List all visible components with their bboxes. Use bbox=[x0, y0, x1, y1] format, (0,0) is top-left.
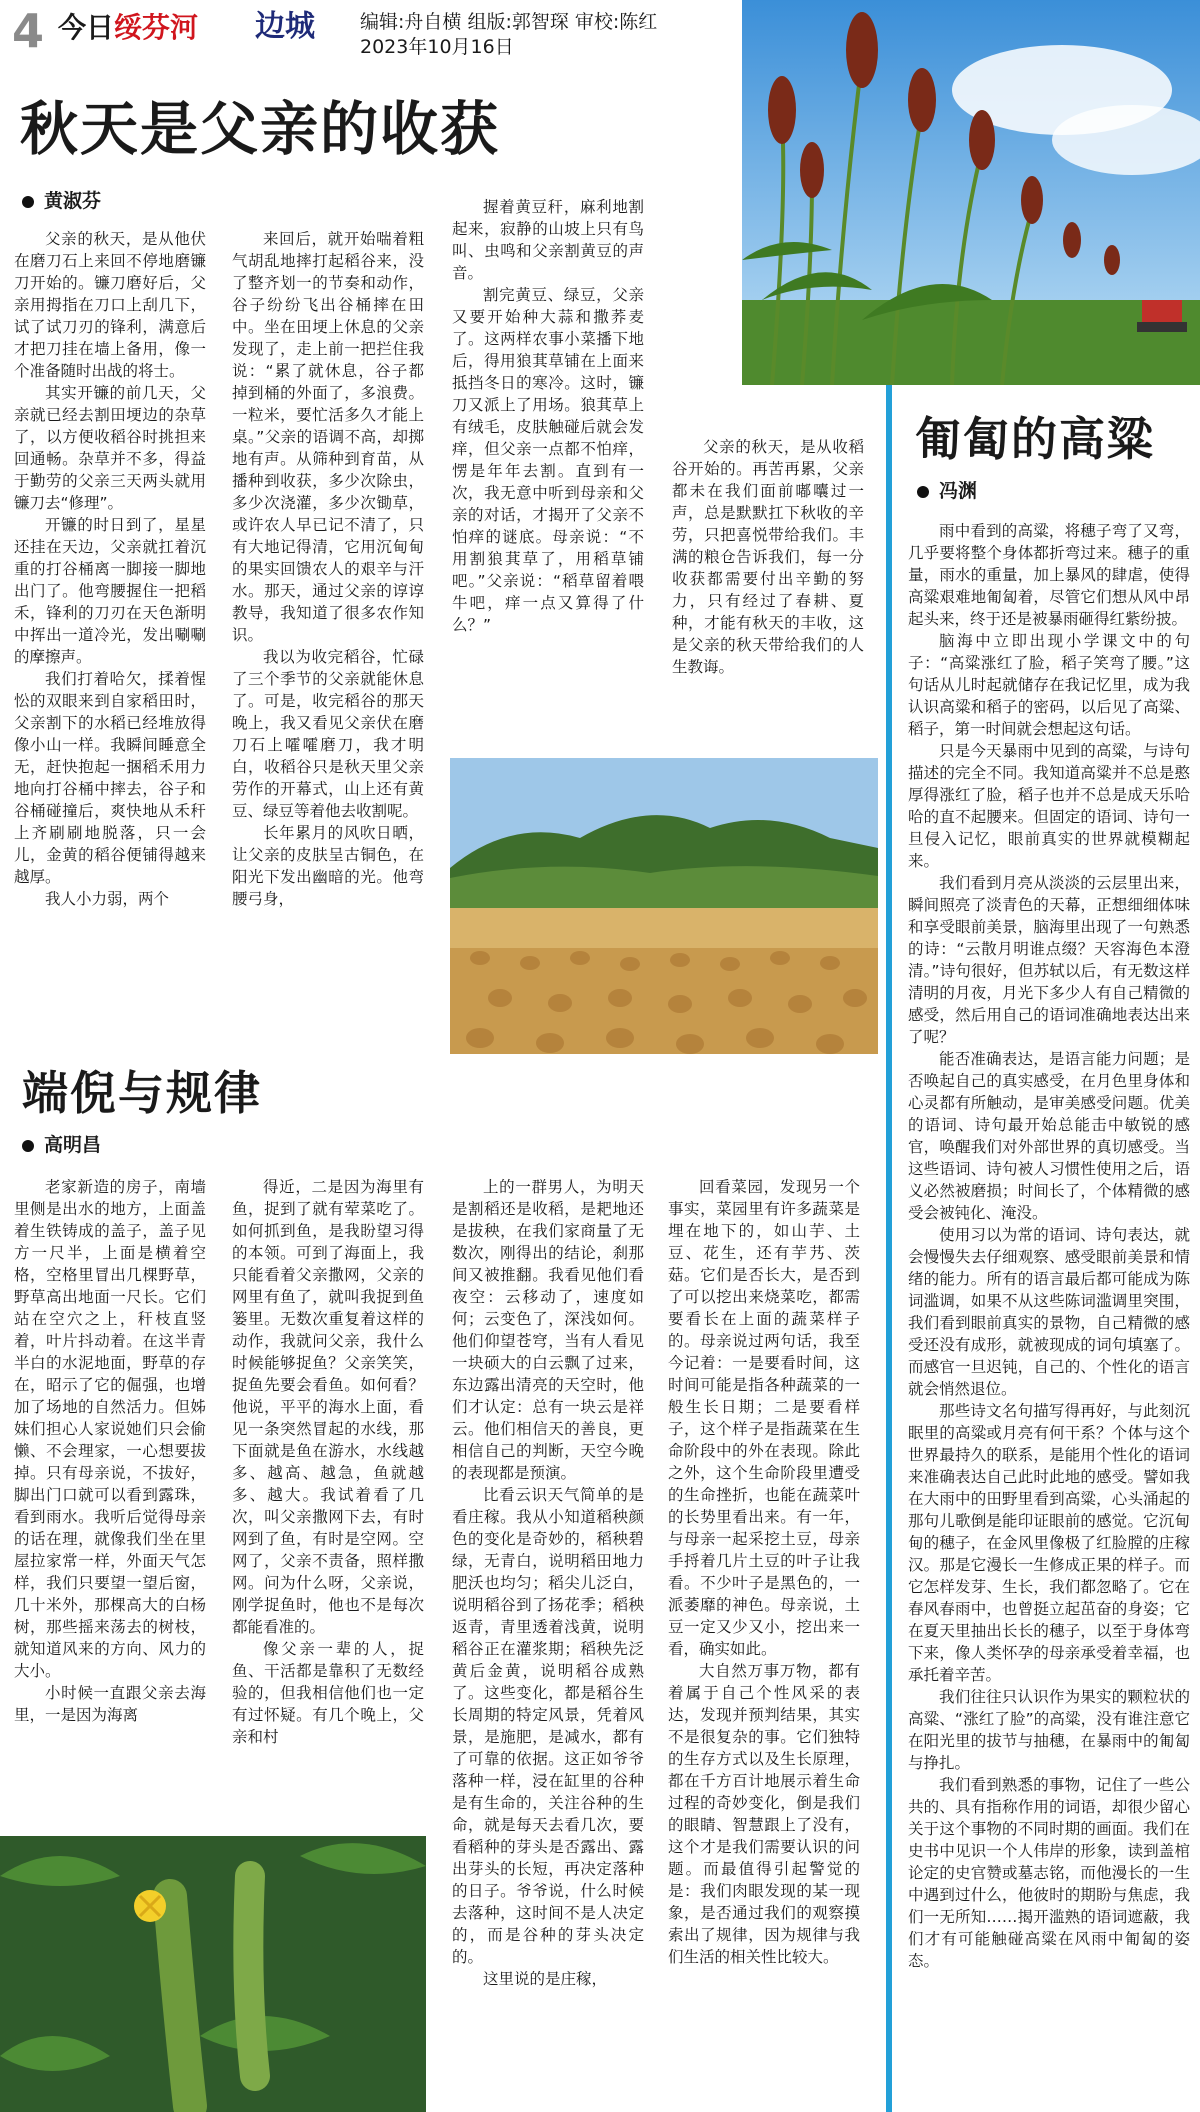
paragraph: 我们打着哈欠，揉着惺忪的双眼来到自家稻田时，父亲割下的水稻已经堆放得像小山一样。我瞬间睡意全无，赶快抱起一捆稻禾用力地向打谷桶中摔去，谷子和谷桶碰撞后，爽快地从禾秆上齐刷刷地脱落，只一会儿，金黄的稻谷便铺得越来越厚。 bbox=[14, 670, 206, 886]
rice-harvest-photo bbox=[450, 758, 878, 1054]
paragraph: 像父亲一辈的人，捉鱼、干活都是靠积了无数经验的，但我相信他们也一定有过怀疑。有几个晚上，父亲和村 bbox=[232, 1640, 424, 1746]
article1-column-4 bbox=[672, 436, 864, 756]
paragraph: 雨中看到的高粱，将穗子弯了又弯，几乎要将整个身体都折弯过来。穗子的重量，雨水的重量，加上暴风的肆虐，使得高粱艰难地匍匐着，尽管它们想从风中昂起头来，终于还是被暴雨砸得红紫纷披。 bbox=[908, 522, 1190, 628]
paragraph: 我们看到熟悉的事物，记住了一些公共的、具有指称作用的词语，却很少留心关于这个事物的不同时期的画面。我们在史书中见识一个人伟岸的形象，读到盖棺论定的史官赞或墓志铭，而他漫长的一生中遇到过什么，他彼时的期盼与焦虑，我们一无所知……揭开滥熟的语词遮蔽，我们才有可能触碰高粱在风雨中匍匐的姿态。 bbox=[908, 1776, 1190, 1970]
paragraph: 老家新造的房子，南墙里侧是出水的地方，上面盖着生铁铸成的盖子，盖子见方一尺半，上面是横着空格，空格里冒出几棵野草，野草高出地面一尺长。它们站在空穴之上，秆枝直竖着，叶片抖动着。在这半青半白的水泥地面，野草的存在，昭示了它的倔强，也增加了场地的自然活力。但姊妹们担心人家说她们只会偷懒、不会理家，一心想要拔掉。只有母亲说，不拔好，脚出门口就可以看到露珠，看到雨水。我听后觉得母亲的话在理，就像我们坐在里屋拉家常一样，外面天气怎样，我们只要望一望后窗，几十米外，那棵高大的白杨树，那些摇来荡去的树枝，就知道风来的方向、风力的大小。 bbox=[14, 1178, 206, 1680]
paragraph: 其实开镰的前几天，父亲就已经去割田埂边的杂草了，以方便收稻谷时挑担来回通畅。杂草并不多，得益于勤劳的父亲三天两头就用镰刀去“修理”。 bbox=[14, 384, 206, 512]
article3-title: 匍匐的高粱 bbox=[915, 412, 1155, 466]
article2-column-3 bbox=[452, 1176, 644, 2106]
section-title: 边城 bbox=[255, 9, 315, 44]
article1-column-2 bbox=[232, 228, 424, 998]
credits bbox=[360, 10, 657, 59]
paragraph: 父亲的秋天，是从他伏在磨刀石上来回不停地磨镰刀开始的。镰刀磨好后，父亲用拇指在刀口上刮几下，试了试刀刃的锋利，满意后才把刀挂在墙上备用，像一个准备随时出战的将士。 bbox=[14, 230, 206, 380]
paper-name-red: 绥芬河 bbox=[114, 11, 199, 44]
paragraph: 长年累月的风吹日晒，让父亲的皮肤呈古铜色，在阳光下发出幽暗的光。他弯腰弓身， bbox=[232, 824, 424, 908]
paragraph: 回看菜园，发现另一个事实，菜园里有许多蔬菜是埋在地下的，如山芋、土豆、花生，还有芋艿、茨菇。它们是否长大，是否到了可以挖出来烧菜吃，都需要看长在上面的蔬菜样子的。母亲说过两句话，我至今记着：一是要看时间，这时间可能是指各种蔬菜的一般生长日期；二是要看样子，这个样子是指蔬菜在生命阶段中的外在表现。除此之外，这个生命阶段里遭受的生命挫折，也能在蔬菜叶的长势里看出来。有一年，与母亲一起采挖土豆，母亲手捋着几片土豆的叶子让我看。不少叶子是黑色的，一派萎靡的神色。母亲说，土豆一定又少又小，挖出来一看，确实如此。 bbox=[668, 1178, 860, 1658]
article1-column-3 bbox=[452, 196, 644, 756]
paper-prefix: 今日 bbox=[58, 11, 115, 44]
article1-column-1 bbox=[14, 228, 206, 998]
article2-column-1 bbox=[14, 1176, 206, 1830]
paragraph: 开镰的时日到了，星星还挂在天边，父亲就扛着沉重的打谷桶离一脚接一脚地出门了。他弯腰握住一把稻禾，锋利的刀刃在天色渐明中挥出一道冷光，发出唰唰的摩擦声。 bbox=[14, 516, 206, 666]
article3-column-1 bbox=[908, 520, 1190, 2106]
article2-column-4 bbox=[668, 1176, 860, 2106]
article2-title: 端倪与规律 bbox=[22, 1066, 262, 1120]
paragraph: 使用习以为常的语词、诗句表达，就会慢慢失去仔细观察、感受眼前美景和情绪的能力。所有的语言最后都可能成为陈词滥调，如果不从这些陈词滥调里突围，我们看到眼前真实的景物，自己精微的感受还没有成形，就被现成的词句填塞了。而感官一旦迟钝，自己的、个性化的语言就会悄然退位。 bbox=[908, 1226, 1190, 1398]
article2-author: 高明昌 bbox=[44, 1134, 102, 1156]
paragraph: 我人小力弱，两个 bbox=[45, 890, 170, 908]
paragraph: 比看云识天气简单的是看庄稼。我从小知道稻秧颜色的变化是奇妙的，稻秧碧绿，无青白，说明稻田地力肥沃也均匀；稻尖儿泛白，说明稻谷到了扬花季；稻秧返青，青里透着浅黄，说明稻谷正在灌浆期；稻秧先泛黄后金黄，说明稻谷成熟了。这些变化，都是稻谷生长周期的特定风景，凭着风景，是施肥，是减水，都有了可靠的依据。这正如爷爷落种一样，浸在缸里的谷种是有生命的，关注谷种的生命，就是每天去看几次，要看稻种的芽头是否露出、露出芽头的长短，再决定落种的日子。爷爷说，什么时候去落种，这时间不是人决定的，而是谷种的芽头决定的。 bbox=[452, 1486, 644, 1966]
paragraph: 父亲的秋天，是从收稻谷开始的。再苦再累，父亲都未在我们面前嘟囔过一声，总是默默扛下秋收的辛劳，只把喜悦带给我们。丰满的粮仓告诉我们，每一分收获都需要付出辛勤的努力，只有经过了春耕、夏种，才能有秋天的丰收，这是父亲的秋天带给我们的人生教诲。 bbox=[672, 438, 864, 676]
paragraph: 来回后，就开始喘着粗气胡乱地摔打起稻谷来，没了整齐划一的节奏和动作，谷子纷纷飞出谷桶摔在田中。坐在田埂上休息的父亲发现了，走上前一把拦住我说：“累了就休息，谷子都掉到桶的外面了，多浪费。一粒米，要忙活多久才能上桌。”父亲的语调不高，却掷地有声。从筛种到育苗，从播种到收获，多少次除虫，多少次浇灌，多少次锄草，或许农人早已记不清了，只有大地记得清，它用沉甸甸的果实回馈农人的艰辛与汗水。那天，通过父亲的谆谆教导，我知道了很多农作知识。 bbox=[232, 230, 424, 644]
paragraph: 能否准确表达，是语言能力问题；是否唤起自己的真实感受，在月色里身体和心灵都有所触动，是审美感受问题。优美的语词、诗句最开始总能击中敏锐的感官，唤醒我们对外部世界的真切感受。当这些语词、诗句被人习惯性使用之后，语义必然被磨损；时间长了，个体精微的感受会被钝化、淹没。 bbox=[908, 1050, 1190, 1222]
article2-column-2 bbox=[232, 1176, 424, 1936]
paragraph: 脑海中立即出现小学课文中的句子：“高粱涨红了脸，稻子笑弯了腰。”这句话从儿时起就储存在我记忆里，成为我认识高粱和稻子的密码，以后见了高粱、稻子，第一时间就会想起这句话。 bbox=[908, 632, 1190, 738]
paragraph: 得近，二是因为海里有鱼，捉到了就有荤菜吃了。如何抓到鱼，是我盼望习得的本领。可到了海面上，我只能看着父亲撒网，父亲的网里有鱼了，就叫我捉到鱼篓里。无数次重复着这样的动作，我就问父亲，我什么时候能够捉鱼？父亲笑笑，捉鱼先要会看鱼。如何看？他说，平平的海水上面，看见一条突然冒起的水线，那下面就是鱼在游水，水线越多、越高、越急，鱼就越多、越大。我试着看了几次，叫父亲撒网下去，有时网到了鱼，有时是空网。空网了，父亲不责备，照样撒网。问为什么呀，父亲说，刚学捉鱼时，他也不是每次都能看准的。 bbox=[232, 1178, 424, 1636]
paragraph: 我以为收完稻谷，忙碌了三个季节的父亲就能休息了。可是，收完稻谷的那天晚上，我又看见父亲伏在磨刀石上嚯嚯磨刀，我才明白，收稻谷只是秋天里父亲劳作的开幕式，山上还有黄豆、绿豆等着他去收割呢。 bbox=[232, 648, 424, 820]
paragraph: 割完黄豆、绿豆，父亲又要开始种大蒜和撒荞麦了。这两样农事小菜播下地后，得用狼萁草铺在上面来抵挡冬日的寒冷。这时，镰刀又派上了用场。狼萁草上有绒毛，皮肤触碰后就会发痒，但父亲一点都不怕痒，愣是年年去割。直到有一次，我无意中听到母亲和父亲的对话，才揭开了父亲不怕痒的谜底。母亲说：“不用割狼萁草了，用稻草铺吧。”父亲说：“稻草留着喂牛吧，痒一点又算得了什么？” bbox=[452, 286, 644, 634]
article1-title: 秋天是父亲的收获 bbox=[20, 95, 501, 163]
byline-dot-icon bbox=[22, 196, 34, 208]
article1-byline bbox=[22, 186, 101, 213]
paper-name bbox=[58, 11, 199, 44]
paragraph: 小时候一直跟父亲去海里，一是因为海离 bbox=[14, 1684, 206, 1724]
paragraph: 握着黄豆秆，麻利地割起来，寂静的山坡上只有鸟叫、虫鸣和父亲割黄豆的声音。 bbox=[452, 198, 644, 282]
paragraph: 这里说的是庄稼， bbox=[483, 1970, 608, 1988]
paragraph: 大自然万事万物，都有着属于自己个性风采的表达，发现并预判结果，其实不是很复杂的事。它们独特的生存方式以及生长原理，都在千方百计地展示着生命过程的奇妙变化，倒是我们的眼睛、智慧跟上了没有，这个才是我们需要认识的问题。而最值得引起警觉的是：我们肉眼发现的某一现象，是否通过我们的观察摸索出了规律，因为规律与我们生活的相关性比较大。 bbox=[668, 1662, 860, 1966]
issue-date: 2023年10月16日 bbox=[360, 35, 514, 58]
paragraph: 上的一群男人，为明天是割稻还是收稻，是耙地还是拔秧，在我们家商量了无数次，刚得出的结论，刹那间又被推翻。我看见他们看夜空：云移动了，速度如何；云变色了，深浅如何。他们仰望苍穹，当有人看见一块硕大的白云飘了过来，东边露出清亮的天空时，他们才认定：总有一块云是祥云。他们相信天的善良，更相信自己的判断，天空今晚的表现都是预演。 bbox=[452, 1178, 644, 1482]
byline-dot-icon bbox=[22, 1140, 34, 1152]
sorghum-field-photo bbox=[742, 0, 1200, 385]
paragraph: 那些诗文名句描写得再好，与此刻沉眠里的高粱或月亮有何干系？个体与这个世界最持久的联系，是能用个性化的语词来准确表达自己此时此地的感受。譬如我在大雨中的田野里看到高粱，心头涌起的那句儿歌倒是能印证眼前的感觉。它沉甸甸的穗子，在金风里像极了红脸膛的庄稼汉。那是它漫长一生修成正果的样子。而它怎样发芽、生长，我们都忽略了。它在春风春雨中，也曾挺立起茁奋的身姿；它在夏天里抽出长长的穗子，以至于身体弯下来，像人类怀孕的母亲承受着幸福，也承托着辛苦。 bbox=[908, 1402, 1190, 1684]
paragraph: 只是今天暴雨中见到的高粱，与诗句描述的完全不同。我知道高粱并不总是憨厚得涨红了脸，稻子也并不总是成天乐哈哈的直不起腰来。但固定的语词、诗句一旦侵入记忆，眼前真实的世界就模糊起来。 bbox=[908, 742, 1190, 870]
loofah-vine-photo bbox=[0, 1836, 426, 2112]
column-divider bbox=[886, 385, 892, 2112]
article2-byline bbox=[22, 1130, 101, 1157]
paragraph: 我们往往只认识作为果实的颗粒状的高粱、“涨红了脸”的高粱，没有谁注意它在阳光里的拔节与抽穗，在暴雨中的匍匐与挣扎。 bbox=[908, 1688, 1190, 1772]
paragraph: 我们看到月亮从淡淡的云层里出来，瞬间照亮了淡青色的天幕，正想细细体味和享受眼前美景，脑海里出现了一句熟悉的诗：“云散月明谁点缀？天容海色本澄清。”诗句很好，但苏轼以后，有无数这样清明的月夜，月光下多少人有自己精微的感受，然后用自己的语词准确地表达出来了呢？ bbox=[908, 874, 1190, 1046]
article3-author: 冯渊 bbox=[939, 480, 978, 502]
article3-byline bbox=[917, 476, 977, 503]
editor-credits: 编辑:舟自横 组版:郭智琛 审校:陈红 bbox=[360, 11, 658, 33]
byline-dot-icon bbox=[917, 486, 929, 498]
page-number: 4 bbox=[12, 4, 45, 58]
article1-author: 黄淑芬 bbox=[44, 190, 102, 212]
